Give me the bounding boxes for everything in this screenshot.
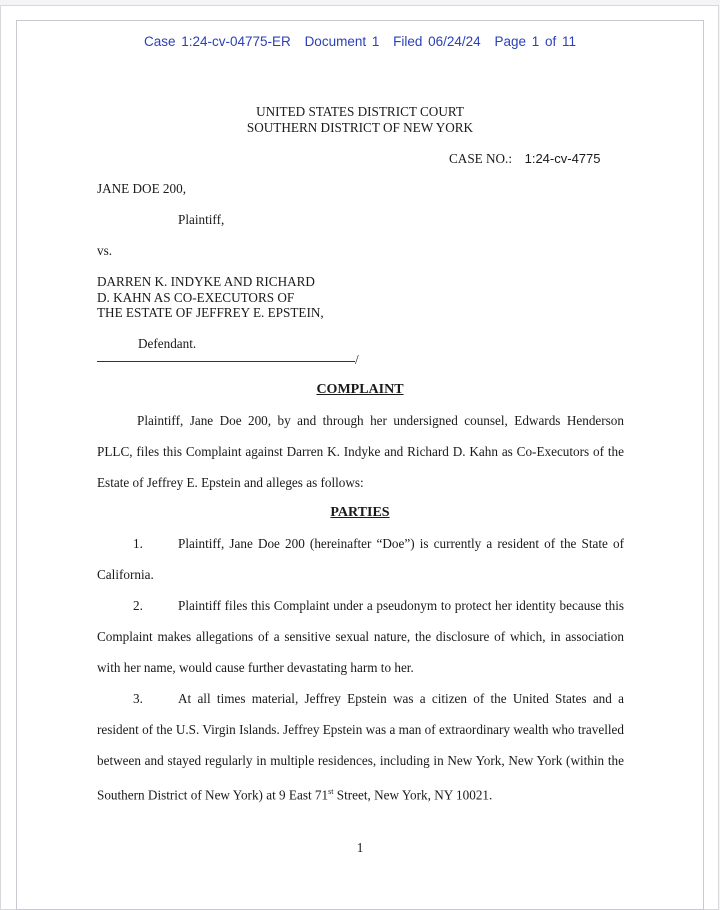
- paragraph-number: 3.: [133, 691, 143, 706]
- defendant-line-2: D. KAHN AS CO-EXECUTORS OF: [97, 290, 295, 305]
- court-name-line2: SOUTHERN DISTRICT OF NEW YORK: [246, 120, 474, 135]
- court-name-line1: UNITED STATES DISTRICT COURT: [256, 104, 464, 119]
- header-filed-date: Filed 06/24/24: [393, 34, 481, 49]
- paragraph-number: 1.: [133, 536, 143, 551]
- header-document-number: Document 1: [304, 34, 380, 49]
- paragraph-text: At all times material, Jeffrey Epstein was a citizen of the United States and a resident of the U.S. Virgin Islands. Jeffrey Epstein was a man of extraordinary wealth who travelled between and stayed regularly in multiple residences, including in New York, New York (within the Southern District of New York) at 9 East 71: [97, 691, 624, 803]
- header-case-number: Case 1:24-cv-04775-ER: [143, 34, 291, 49]
- numbered-paragraph-2: [97, 590, 624, 683]
- plaintiff-role: Plaintiff,: [178, 212, 225, 227]
- case-number-block: [449, 151, 601, 167]
- header-page-count: Page 1 of 11: [494, 34, 577, 49]
- caption-rule-end: /: [355, 352, 359, 367]
- ecf-header-stamp: [0, 34, 720, 49]
- paragraph-text-end: Street, New York, NY 10021.: [333, 787, 493, 803]
- caption-rule: [97, 361, 355, 362]
- defendant-line-1: DARREN K. INDYKE AND RICHARD: [97, 274, 315, 289]
- intro-text: Plaintiff, Jane Doe 200, by and through her undersigned counsel, Edwards Henderson PLLC, files this Complaint against Darren K. Indyke and Richard D. Kahn as Co-Executors of the Estate of Jeffrey E. Epstein and alleges as follows:: [97, 413, 624, 490]
- numbered-paragraph-3: [97, 683, 624, 810]
- defendant-line-3: THE ESTATE OF JEFFREY E. EPSTEIN,: [97, 305, 324, 320]
- paragraph-text: Plaintiff files this Complaint under a pseudonym to protect her identity because this Complaint makes allegations of a sensitive sexual nature, the disclosure of which, in association with her name, would cause further devastating harm to her.: [97, 598, 624, 675]
- intro-paragraph: [97, 405, 624, 498]
- versus-label: vs.: [97, 243, 113, 258]
- paragraph-number: 2.: [133, 598, 143, 613]
- numbered-paragraph-1: [97, 528, 624, 590]
- plaintiff-name: JANE DOE 200,: [97, 181, 187, 196]
- complaint-title: COMPLAINT: [316, 382, 404, 397]
- defendant-role: Defendant.: [138, 336, 197, 351]
- case-number-value: 1:24-cv-4775: [524, 151, 601, 166]
- paragraph-text: Plaintiff, Jane Doe 200 (hereinafter “Doe”) is currently a resident of the State of California.: [97, 536, 624, 582]
- page-number: 1: [356, 840, 364, 855]
- case-number-label: CASE NO.:: [449, 151, 513, 166]
- parties-title: PARTIES: [330, 505, 390, 520]
- ordinal-superscript: st: [328, 787, 334, 796]
